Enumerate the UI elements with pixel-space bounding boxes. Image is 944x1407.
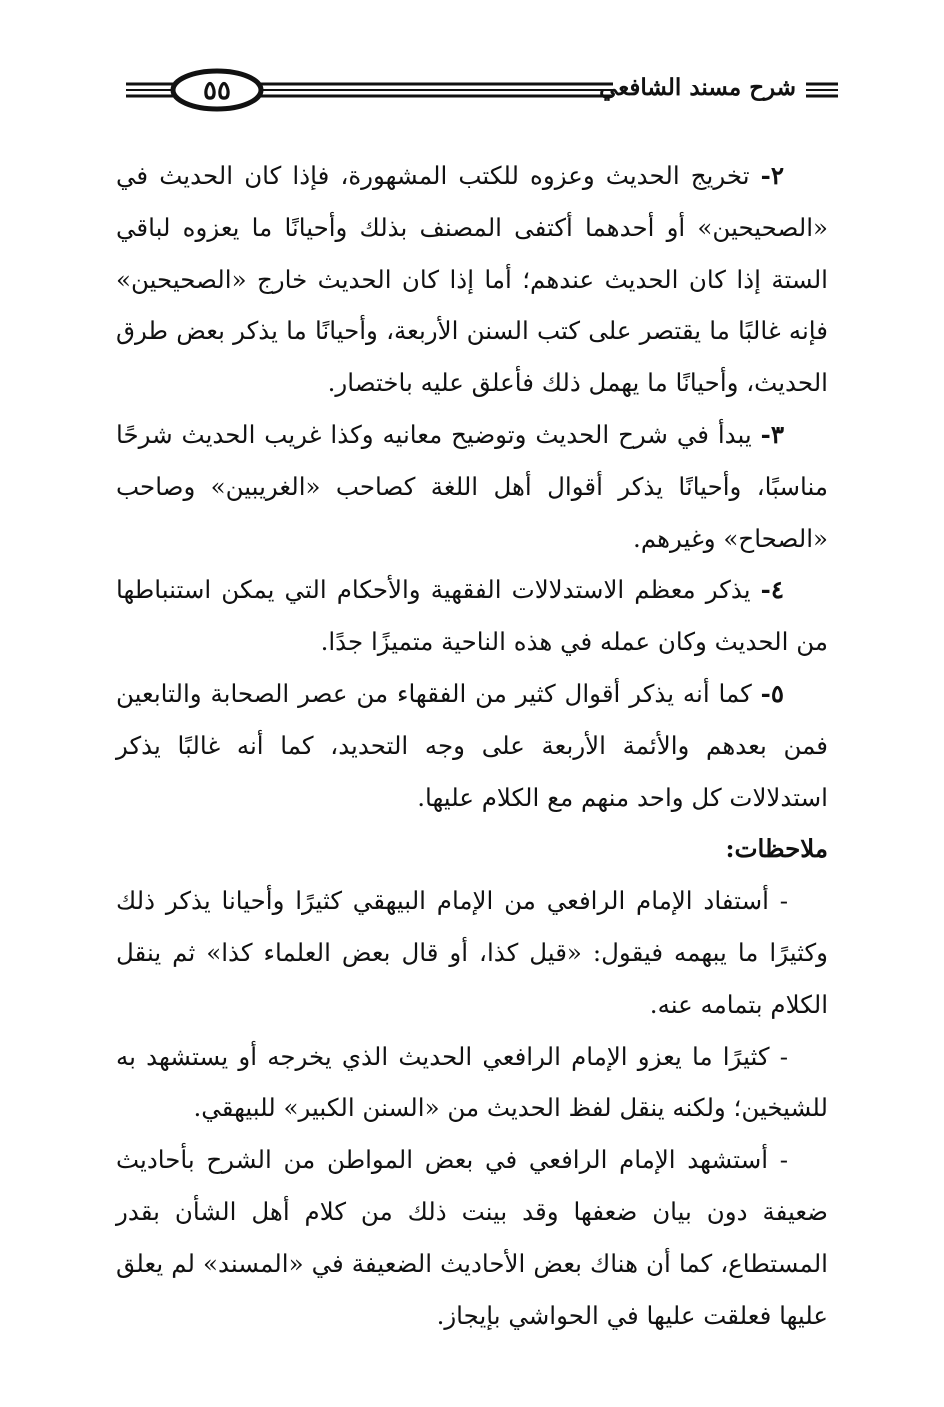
running-header-title: شرح مسند الشافعي — [599, 74, 796, 101]
item-number: ٣- — [760, 419, 784, 449]
list-item — [116, 668, 828, 823]
item-text: يذكر معظم الاستدلالات الفقهية والأحكام التي يمكن استنباطها من الحديث وكان عمله في هذه الناحية متميزًا جدًا. — [116, 575, 828, 657]
page-body — [116, 150, 828, 1341]
item-number: ٤- — [760, 575, 784, 605]
page-number: ٥٥ — [203, 76, 231, 106]
item-text: كما أنه يذكر أقوال كثير من الفقهاء من عصر الصحابة والتابعين فمن بعدهم والأئمة الأربعة على وجه التحديد، كما أنه غالبًا يذكر استدلالات كل واحد منهم مع الكلام عليها. — [116, 678, 828, 812]
list-item — [116, 409, 828, 564]
item-number: ٢- — [760, 161, 784, 190]
list-item — [116, 564, 828, 668]
running-header — [118, 66, 838, 116]
item-number: ٥- — [760, 678, 784, 708]
item-text: يبدأ في شرح الحديث وتوضيح معانيه وكذا غريب الحديث شرحًا مناسبًا، وأحيانًا يذكر أقوال أهل اللغة كصاحب «الغريبين» وصاحب «الصحاح» وغيرهم. — [116, 419, 828, 553]
item-text: تخريج الحديث وعزوه للكتب المشهورة، فإذا كان الحديث في «الصحيحين» أو أحدهما أكتفى المصنف بذلك وأحيانًا ما يعزوه لباقي الستة إذا كان الحديث عندهم؛ أما إذا كان الحديث خارج «الصحيحين» فإنه غالبًا ما يقتصر على كتب السنن الأربعة، وأحيانًا ما يذكر بعض طرق الحديث، وأحيانًا ما يهمل ذلك فأعلق عليه باختصار. — [116, 161, 828, 398]
notes-heading: ملاحظات: — [725, 834, 828, 864]
note-item: - أستشهد الإمام الرافعي في بعض المواطن من الشرح بأحاديث ضعيفة دون بيان ضعفها وقد بينت ذلك من كلام أهل الشأن بقدر المستطاع، كما أن هناك بعض الأحاديث الضعيفة في «المسند» لم يعلق عليها فعلقت عليها في الحواشي بإيجاز. — [116, 1145, 828, 1330]
note-item: - كثيرًا ما يعزو الإمام الرافعي الحديث الذي يخرجه أو يستشهد به للشيخين؛ ولكنه ينقل لفظ الحديث من «السنن الكبير» للبيهقي. — [116, 1041, 828, 1123]
list-item — [116, 150, 828, 409]
header-title-rule — [804, 80, 840, 100]
note-item: - أستفاد الإمام الرافعي من الإمام البيهقي كثيرًا وأحيانا يذكر ذلك وكثيرًا ما يبهمه فيقول: «قيل كذا، أو قال بعض العلماء كذا» ثم ينقل الكلام بتمامه عنه. — [116, 886, 828, 1019]
